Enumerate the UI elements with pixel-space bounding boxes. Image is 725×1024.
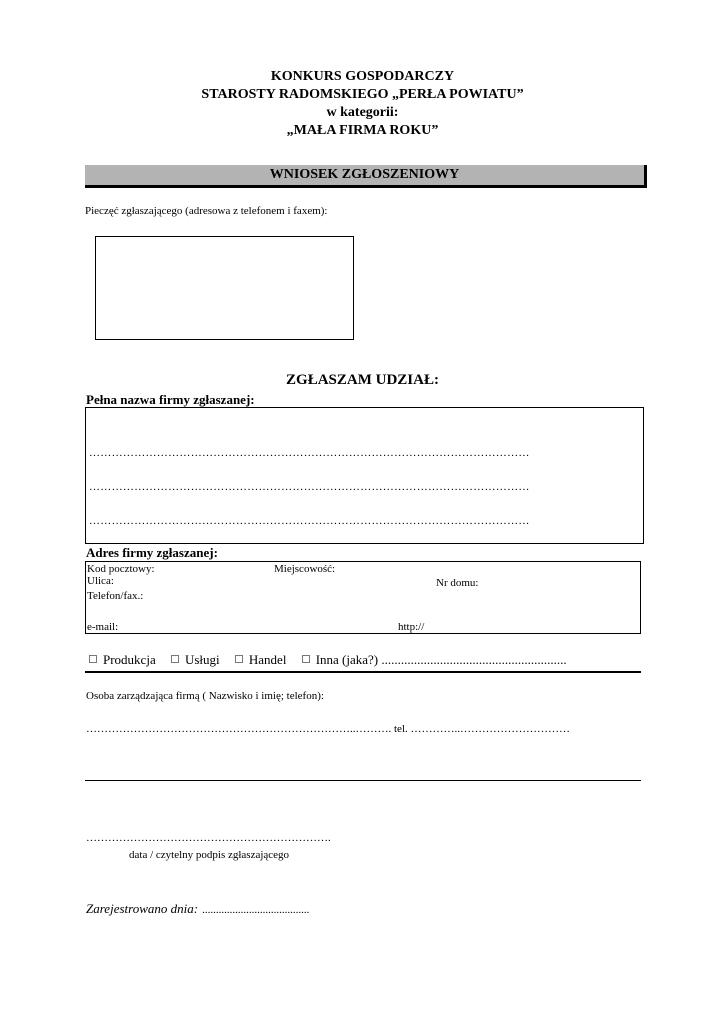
divider-thin — [85, 780, 641, 781]
registered-label: Zarejestrowano dnia: — [86, 901, 199, 916]
document-header — [0, 68, 725, 140]
signature-line[interactable]: …………………………………………………………. — [86, 832, 331, 844]
website-label: http:// — [398, 621, 425, 633]
address-box[interactable] — [85, 561, 641, 634]
form-title-banner: WNIOSEK ZGŁOSZENIOWY — [85, 165, 647, 188]
registration-row — [86, 900, 309, 918]
production-label: Produkcja — [103, 652, 156, 667]
category-checkboxes — [85, 652, 567, 668]
trade-label: Handel — [248, 652, 287, 667]
divider-thick — [85, 671, 641, 673]
phone-fax-label: Telefon/fax.: — [87, 590, 144, 602]
other-label: Inna (jaka?) ......................................................... — [315, 652, 567, 667]
street-label: Ulica: — [87, 575, 114, 587]
services-label: Usługi — [184, 652, 220, 667]
stamp-box[interactable] — [95, 236, 354, 340]
company-name-label: Pełna nazwa firmy zgłaszanej: — [86, 392, 255, 407]
stamp-label: Pieczęć zgłaszającego (adresowa z telefonem i faxem): — [85, 205, 328, 217]
trade-checkbox[interactable] — [235, 655, 243, 663]
production-checkbox[interactable] — [89, 655, 97, 663]
header-line-1: KONKURS GOSPODARCZY — [270, 69, 455, 84]
header-line-3: w kategorii: — [326, 105, 399, 120]
city-label: Miejscowość: — [274, 563, 336, 575]
signature-caption: data / czytelny podpis zgłaszającego — [129, 849, 290, 861]
company-name-line-1[interactable]: ……………………………………………………………………………………………………… — [89, 447, 530, 459]
registered-date-line[interactable]: ....................................... — [202, 904, 310, 916]
house-number-label: Nr domu: — [436, 577, 479, 589]
email-label: e-mail: — [87, 621, 119, 633]
other-checkbox[interactable] — [302, 655, 310, 663]
header-line-4: „MAŁA FIRMA ROKU” — [286, 123, 439, 138]
manager-label: Osoba zarządzająca firmą ( Nazwisko i imię; telefon): — [86, 690, 324, 702]
section-title: ZGŁASZAM UDZIAŁ: — [286, 372, 439, 388]
header-line-2: STAROSTY RADOMSKIEGO „PERŁA POWIATU” — [201, 87, 524, 102]
services-checkbox[interactable] — [171, 655, 179, 663]
postal-code-label: Kod pocztowy: — [87, 563, 155, 575]
company-name-line-3[interactable]: ……………………………………………………………………………………………………… — [89, 515, 530, 527]
manager-line[interactable]: ………………………………………………………………..………. tel. …………..………………………… — [86, 723, 570, 735]
address-label: Adres firmy zgłaszanej: — [86, 545, 218, 560]
company-name-line-2[interactable]: ……………………………………………………………………………………………………… — [89, 481, 530, 493]
